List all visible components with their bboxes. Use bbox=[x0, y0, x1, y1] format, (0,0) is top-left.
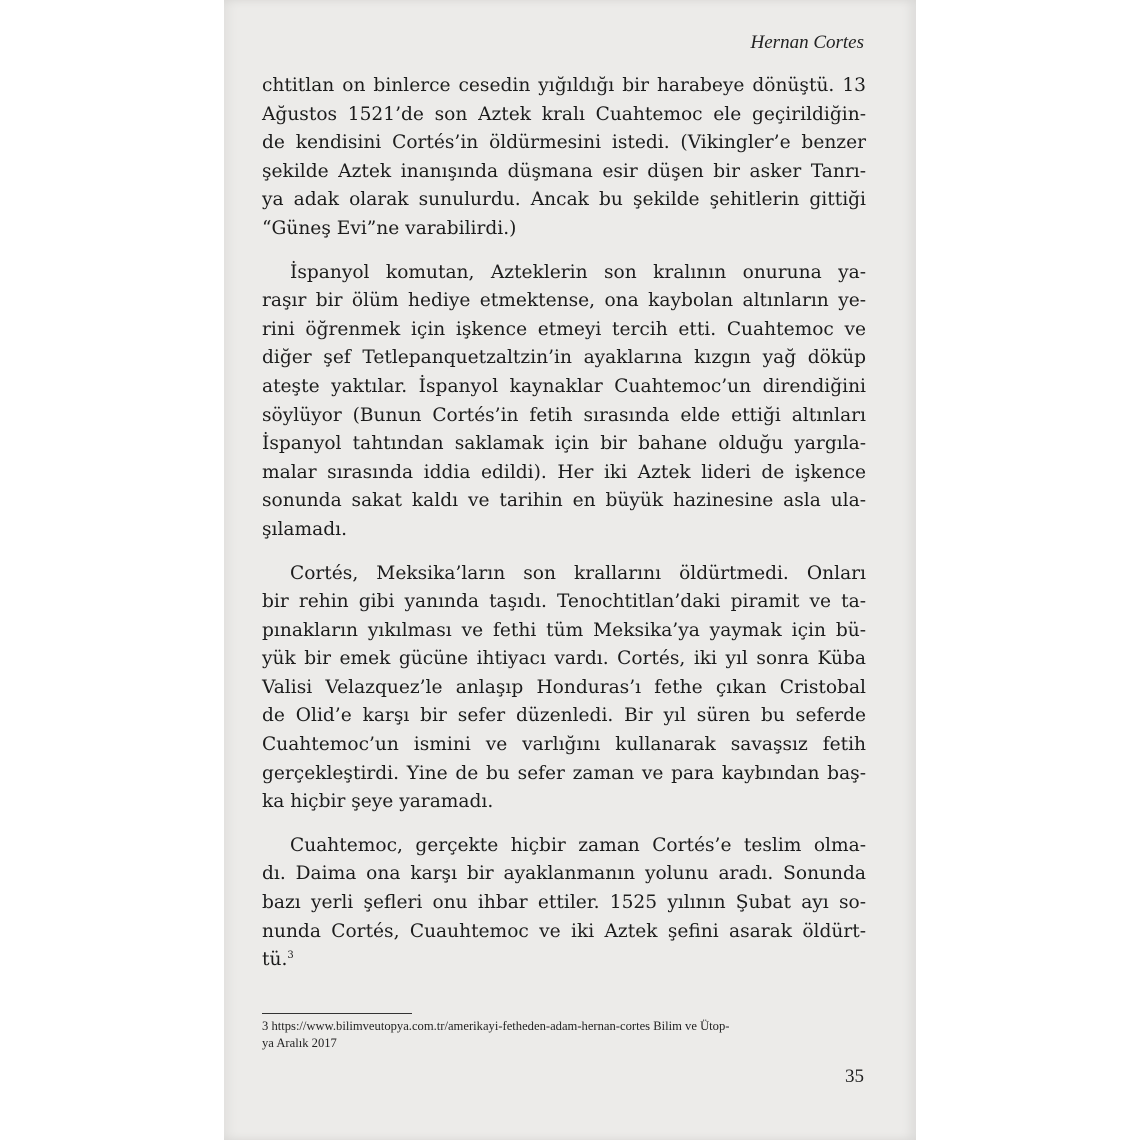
text-line: Cuahtemoc’un ismini ve varlığını kullanarak savaşsız fetih bbox=[262, 734, 866, 756]
text-line: pınakların yıkılması ve fethi tüm Meksika’ya yaymak için bü- bbox=[262, 619, 866, 641]
text-line: malar sırasında iddia edildi). Her iki Aztek lideri de işkence bbox=[262, 461, 866, 483]
paragraph bbox=[262, 259, 866, 545]
text-line bbox=[262, 946, 866, 975]
text-line: ya adak olarak sunulurdu. Ancak bu şekilde şehitlerin gittiği bbox=[262, 189, 866, 211]
text-line: yük bir emek gücüne ihtiyacı vardı. Cortés, iki yıl sonra Küba bbox=[262, 648, 866, 670]
text-line: şılamadı. bbox=[262, 518, 347, 540]
text-line: bir rehin gibi yanında taşıdı. Tenochtitlan’daki piramit ve ta- bbox=[262, 591, 866, 613]
footnote-rule bbox=[262, 1013, 412, 1014]
page-number: 35 bbox=[845, 1066, 864, 1087]
text-line: chtitlan on binlerce cesedin yığıldığı bir harabeye dönüştü. 13 bbox=[262, 75, 866, 96]
running-head: Hernan Cortes bbox=[750, 32, 864, 53]
text-line: sonunda sakat kaldı ve tarihin en büyük hazinesine asla ula- bbox=[262, 490, 866, 512]
text-line: ka hiçbir şeye yaramadı. bbox=[262, 791, 494, 813]
text-line: Cuahtemoc, gerçekte hiçbir zaman Cortés’e teslim olma- bbox=[290, 834, 866, 856]
text-line: raşır bir ölüm hediye etmektense, ona kaybolan altınların ye- bbox=[262, 290, 866, 312]
text-line: de kendisini Cortés’in öldürmesini istedi. (Vikingler’e benzer bbox=[262, 132, 866, 154]
footnote bbox=[262, 1018, 866, 1052]
book-page bbox=[224, 0, 916, 1140]
text-line: gerçekleştirdi. Yine de bu sefer zaman ve para kaybından baş- bbox=[262, 762, 866, 784]
text-line: “Güneş Evi”ne varabilirdi.) bbox=[262, 217, 517, 239]
text-line: Valisi Velazquez’le anlaşıp Honduras’ı fethe çıkan Cristobal bbox=[262, 676, 866, 698]
text-line: diğer şef Tetlepanquetzaltzin’in ayaklarına kızgın yağ döküp bbox=[262, 347, 866, 369]
footnote-line: 3 https://www.bilimveutopya.com.tr/amerikayi-fetheden-adam-hernan-cortes Bilim ve Ütop- bbox=[262, 1019, 730, 1033]
text-line: söylüyor (Bunun Cortés’in fetih sırasında elde ettiği altınları bbox=[262, 404, 866, 426]
text-line: ateşte yaktılar. İspanyol kaynaklar Cuahtemoc’un direndiğini bbox=[262, 375, 866, 397]
paragraph bbox=[262, 832, 866, 975]
text-line: rini öğrenmek için işkence etmeyi tercih etti. Cuahtemoc ve bbox=[262, 318, 866, 340]
text-line: şekilde Aztek inanışında düşmana esir düşen bir asker Tanrı- bbox=[262, 160, 866, 182]
paragraph bbox=[262, 560, 866, 817]
text-line: İspanyol komutan, Azteklerin son kralının onuruna ya- bbox=[290, 261, 866, 283]
text-line: de Olid’e karşı bir sefer düzenledi. Bir yıl süren bu seferde bbox=[262, 705, 866, 727]
text-line: dı. Daima ona karşı bir ayaklanmanın yolunu aradı. Sonunda bbox=[262, 863, 866, 885]
footnote-line: ya Aralık 2017 bbox=[262, 1036, 337, 1050]
footnote-marker: 3 bbox=[287, 950, 294, 962]
text-line: Cortés, Meksika’ların son krallarını öldürtmedi. Onları bbox=[290, 562, 866, 584]
text-fragment: tü. bbox=[262, 949, 288, 971]
body-text bbox=[262, 72, 866, 975]
text-line: nunda Cortés, Cuauhtemoc ve iki Aztek şefini asarak öldürt- bbox=[262, 920, 866, 942]
text-line: bazı yerli şefleri onu ihbar ettiler. 1525 yılının Şubat ayı so- bbox=[262, 892, 866, 914]
text-line: Ağustos 1521’de son Aztek kralı Cuahtemoc ele geçirildiğin- bbox=[262, 103, 866, 125]
paragraph bbox=[262, 72, 866, 244]
text-line: İspanyol tahtından saklamak için bir bahane olduğu yargıla- bbox=[262, 433, 866, 455]
